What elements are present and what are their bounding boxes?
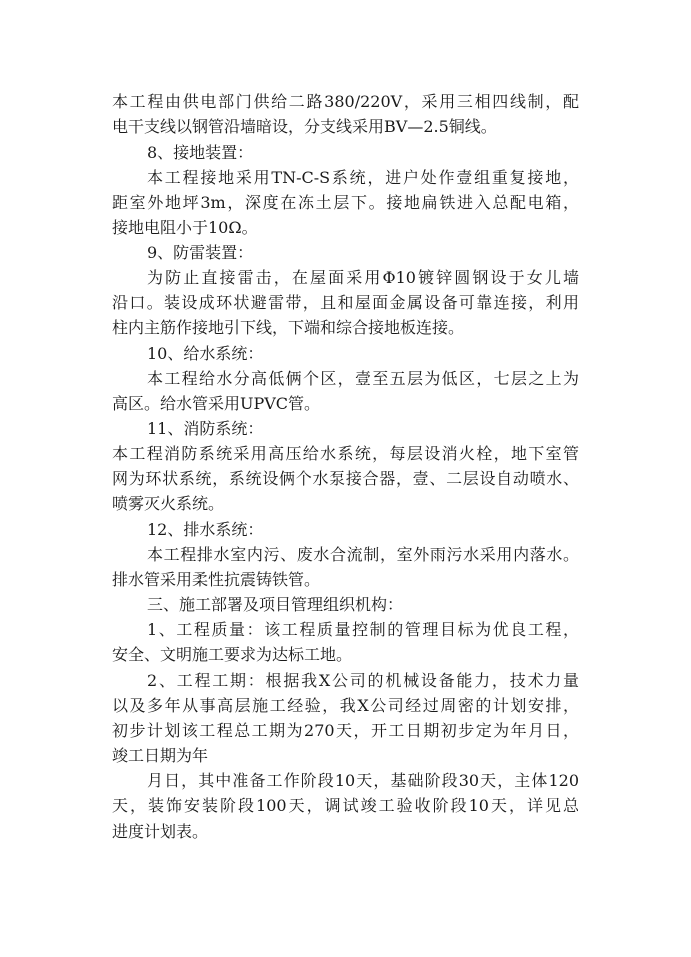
paragraph-line: 以及多年从事高层施工经验，我X公司经过周密的计划安排， <box>112 696 579 715</box>
section-heading: 10、给水系统： <box>147 344 264 363</box>
paragraph-line: 柱内主筋作接地引下线，下端和综合接地板连接。 <box>112 318 465 337</box>
paragraph-line: 电干支线以钢管沿墙暗设，分支线采用BV—2.5铜线。 <box>112 117 497 136</box>
paragraph-line: 本工程由供电部门供给二路380/220V，采用三相四线制，配 <box>112 92 579 111</box>
paragraph-line: 喷雾灭火系统。 <box>112 494 225 513</box>
section-heading: 三、施工部署及项目管理组织机构： <box>147 595 404 614</box>
paragraph-line: 本工程消防系统采用高压给水系统，每层设消火栓，地下室管 <box>112 444 579 463</box>
section-heading: 8、接地装置： <box>147 143 254 162</box>
paragraph-line: 排水管采用柔性抗震铸铁管。 <box>112 570 321 589</box>
paragraph-line: 本工程排水室内污、废水合流制，室外雨污水采用内落水。 <box>147 545 579 564</box>
paragraph-line: 月日，其中准备工作阶段10天，基础阶段30天，主体120 <box>147 771 579 790</box>
paragraph-line: 初步计划该工程总工期为270天，开工日期初步定为年月日， <box>112 721 579 740</box>
paragraph-line: 竣工日期为年 <box>112 746 209 765</box>
paragraph-line: 1、工程质量：该工程质量控制的管理目标为优良工程， <box>147 620 579 639</box>
section-heading: 11、消防系统： <box>147 419 264 438</box>
paragraph-line: 距室外地坪3m，深度在冻土层下。接地扁铁进入总配电箱， <box>112 193 579 212</box>
paragraph-line: 网为环状系统，系统设俩个水泵接合器，壹、二层设自动喷水、 <box>112 469 579 488</box>
section-heading: 12、排水系统： <box>147 520 264 539</box>
paragraph-line: 安全、文明施工要求为达标工地。 <box>112 645 353 664</box>
paragraph-line: 天，装饰安装阶段100天，调试竣工验收阶段10天，详见总 <box>112 796 579 815</box>
paragraph-line: 为防止直接雷击，在屋面采用Φ10镀锌圆钢设于女儿墙 <box>147 268 579 287</box>
paragraph-line: 进度计划表。 <box>112 822 209 841</box>
paragraph-line: 高区。给水管采用UPVC管。 <box>112 394 321 413</box>
paragraph-line: 沿口。装设成环状避雷带，且和屋面金属设备可靠连接，利用 <box>112 293 579 312</box>
section-heading: 9、防雷装置： <box>147 243 254 262</box>
paragraph-line: 本工程接地采用TN-C-S系统，进户处作壹组重复接地， <box>147 168 579 187</box>
paragraph-line: 本工程给水分高低俩个区，壹至五层为低区，七层之上为 <box>147 369 579 388</box>
paragraph-line: 2、工程工期：根据我X公司的机械设备能力，技术力量 <box>147 671 579 690</box>
paragraph-line: 接地电阻小于10Ω。 <box>112 218 258 237</box>
